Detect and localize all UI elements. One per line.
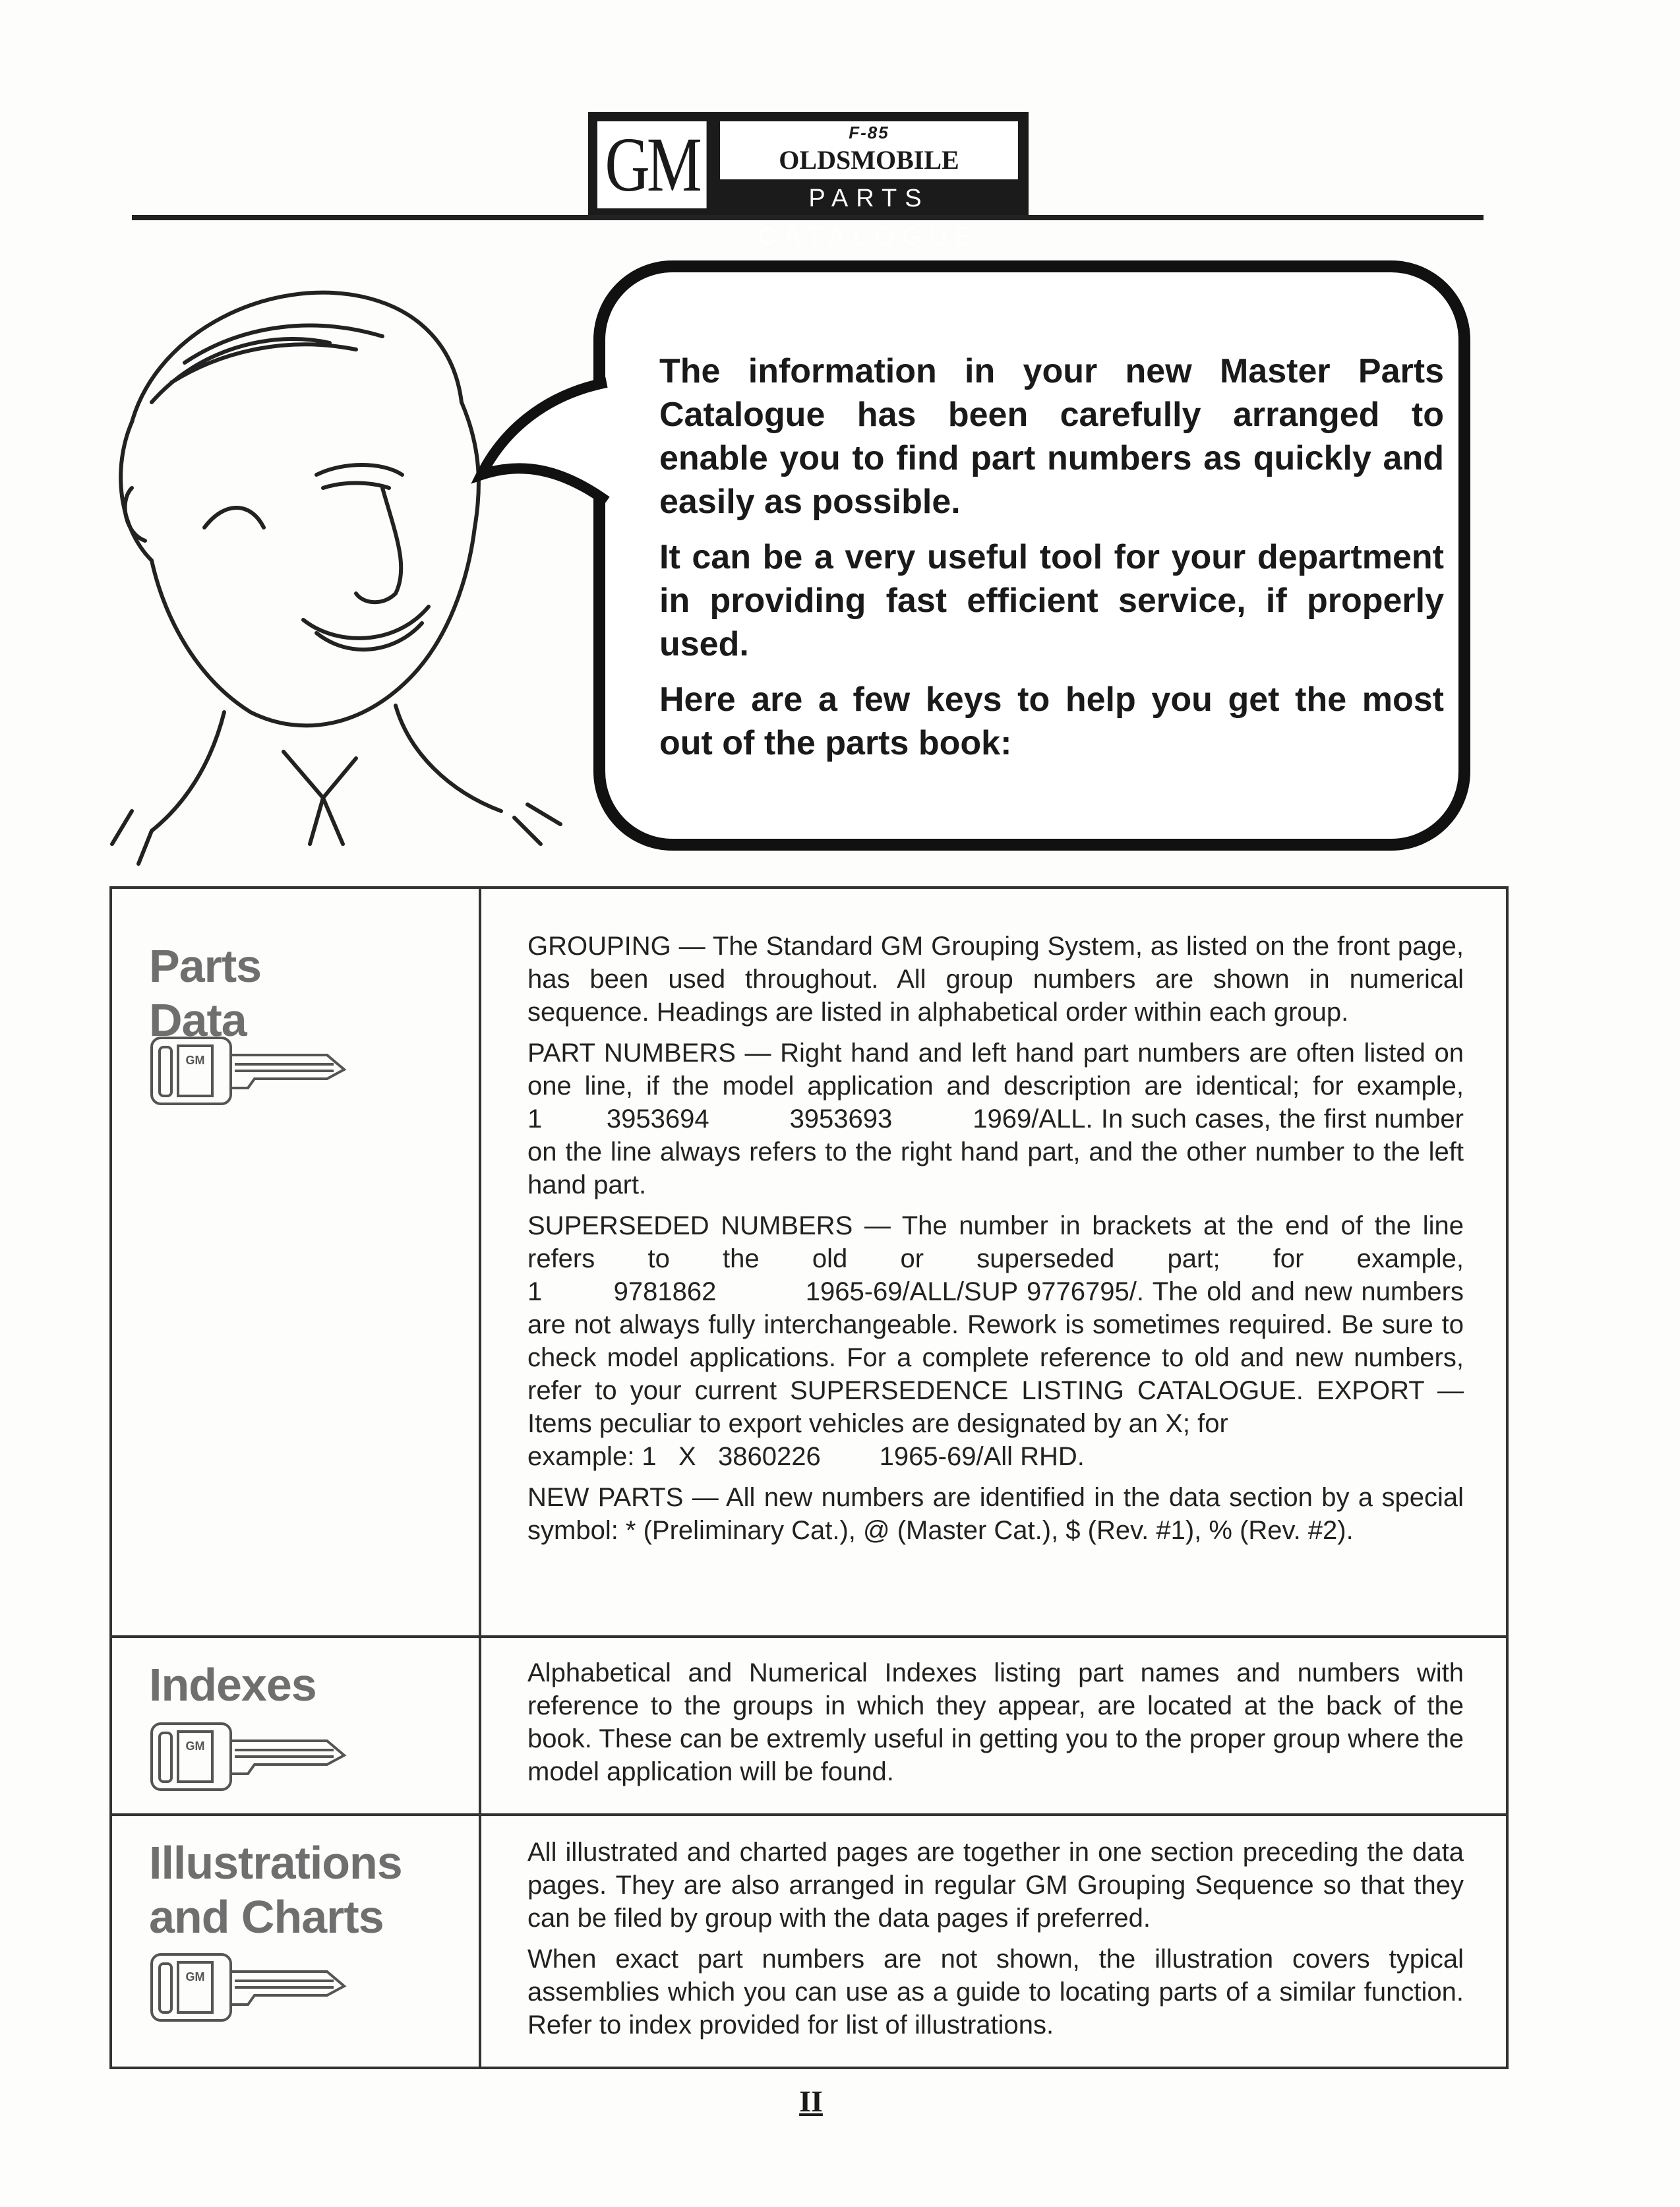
part-numbers-example: 1 3953694 3953693 1969/ALL. [527, 1104, 1093, 1134]
superseded-paragraph: SUPERSEDED NUMBERS — The number in brackets at the end of the line refers to the old or superseded part; for example, 1 9781862 1965-69/ALL/SUP 9776795/. The old and new numbers are not always fully interchangeable. Rework is sometimes required. Be sure to check model applications. For a complete reference to old and new numbers, refer to your current SUPERSEDENCE LISTING CATALOGUE. EXPORT — Items peculiar to export vehicles are designated by an X; for example: 1 X 3860226 1965-69/All RHD. [527, 1209, 1464, 1473]
section-heading-parts-data: Parts Data [149, 940, 262, 1046]
page-number: II [799, 2084, 823, 2118]
part-numbers-paragraph: PART NUMBERS — Right hand and left hand part numbers are often listed on one line, if the model application and description are identical; for example, 1 3953694 3953693 1969/ALL. In such cases, the first number on the line always refers to the right hand part, and the other number to the left hand part. [527, 1039, 1464, 1199]
illustrations-text [527, 1836, 1464, 2049]
export-text: EXPORT — Items peculiar to export vehicles are designated by an X; for [527, 1376, 1464, 1438]
key-icon [149, 1952, 347, 2024]
new-parts-paragraph: NEW PARTS — All new numbers are identified in the data section by a special symbol: * (Preliminary Cat.), @ (Master Cat.), $ (Rev. #1), % (Rev. #2). [527, 1483, 1464, 1545]
gm-oldsmobile-logo [588, 112, 1029, 251]
svg-text:GM: GM [185, 1970, 205, 1983]
key-icon [149, 1721, 347, 1794]
header-rule [132, 215, 1484, 220]
gm-mark: GM [597, 121, 707, 208]
intro-paragraph: It can be a very useful tool for your department in providing fast efficient service, if properly used. [659, 538, 1444, 663]
salesman-illustration [53, 251, 593, 884]
svg-text:GM: GM [185, 1739, 205, 1753]
key-icon [149, 1035, 347, 1108]
catalogue-title: PARTS CATALOGUE [758, 185, 980, 251]
intro-paragraph: The information in your new Master Parts Catalogue has been carefully arranged to enable you to find part numbers as quickly and easily as possible. [659, 352, 1444, 521]
keys-table [109, 886, 1509, 2069]
superseded-example: 1 9781862 1965-69/ALL/SUP 9776795/. [527, 1277, 1144, 1306]
grouping-paragraph: GROUPING — The Standard GM Grouping System, as listed on the front page, has been used throughout. All group numbers are shown in numerical sequence. Headings are listed in alphabetical order within each group. [527, 932, 1464, 1027]
indexes-text: Alphabetical and Numerical Indexes listing part names and numbers with reference to the groups in which they appear, are located at the back of the book. These can be extremly useful in getting you to the proper group where the model application will be found. [527, 1658, 1464, 1786]
illustrations-paragraph: All illustrated and charted pages are together in one section preceding the data pages. They are also arranged in regular GM Grouping Sequence so that they can be filed by group with the data pages if preferred. [527, 1838, 1464, 1933]
svg-text:GM: GM [185, 1054, 205, 1067]
section-heading-illustrations: Illustrations and Charts [149, 1837, 402, 1943]
speech-bubble-tail [462, 369, 620, 554]
parts-data-text [527, 930, 1464, 1555]
model-name: F-85 [849, 123, 889, 142]
column-divider [479, 889, 481, 2067]
export-example: example: 1 X 3860226 1965-69/All RHD. [527, 1442, 1085, 1471]
illustrations-paragraph: When exact part numbers are not shown, the illustration covers typical assemblies which you can use as a guide to locating parts of a similar function. Refer to index provided for list of illustrations. [527, 1945, 1464, 2040]
row-divider [112, 1813, 1506, 1816]
intro-paragraph: Here are a few keys to help you get the most out of the parts book: [659, 680, 1444, 762]
row-divider [112, 1635, 1506, 1638]
brand-name: OLDSMOBILE [779, 145, 959, 175]
section-heading-indexes: Indexes [149, 1659, 316, 1710]
intro-text [659, 349, 1444, 777]
